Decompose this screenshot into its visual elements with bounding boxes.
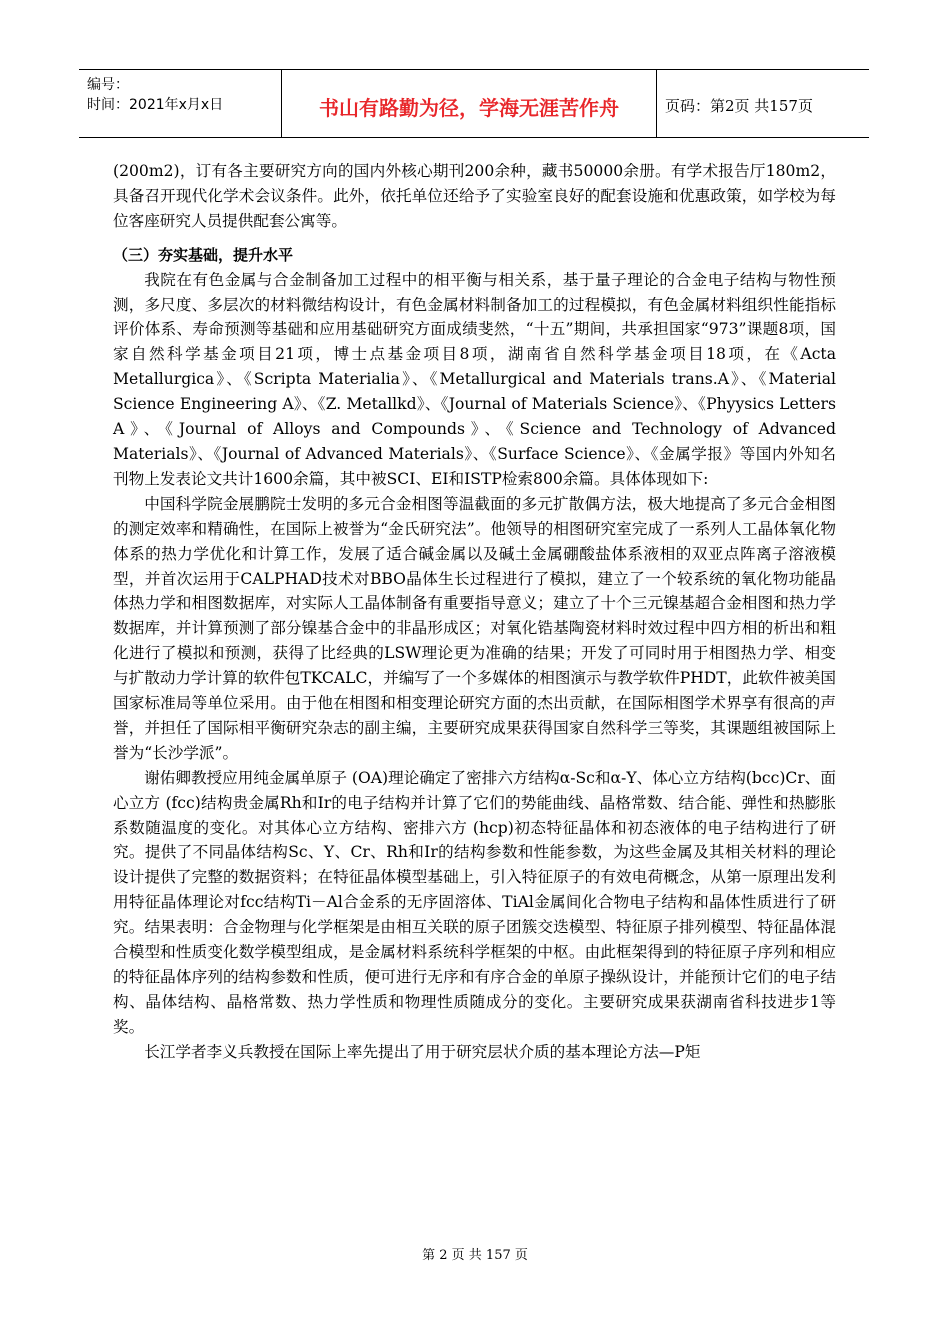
header-page-info: 页码：第2页 共157页 <box>665 97 813 115</box>
header-meta-cell <box>79 70 282 137</box>
document-number-label: 编号： <box>87 77 129 93</box>
header-motto-cell <box>282 70 657 137</box>
header-page-cell <box>657 70 869 137</box>
document-body <box>113 159 836 1065</box>
section-heading: （三）夯实基础，提升水平 <box>113 245 294 264</box>
paragraph-research-overview: 我院在有色金属与合金制备加工过程中的相平衡与相关系，基于量子理论的合金电子结构与物性预测，多尺度、多层次的材料微结构设计，有色金属材料制备加工的过程模拟，有色金属材料组织性能指标评价体系、寿命预测等基础和应用基础研究方面成绩斐然，“十五”期间，共承担国家“973”课题8项，国家自然科学基金项目21项，博士点基金项目8项，湖南省自然科学基金项目18项，在《Acta Metallurgica》、《Scripta Materialia》、《Metallurgical and Materials trans.A》、《Material Science Engineering A》、《Z. Metallkd》、《Journal of Materials Science》、《Phyysics Letters A》、《Journal of Alloys and Compounds》、《Science and Technology of Advanced Materials》、《Journal of Advanced Materials》、《Surface Science》、《金属学报》等国内外知名刊物上发表论文共计1600余篇，其中被SCI、EI和ISTP检索800余篇。具体体现如下: <box>113 270 836 488</box>
page-header <box>79 69 869 138</box>
paragraph-jin-zhanpeng: 中国科学院金展鹏院士发明的多元合金相图等温截面的多元扩散偶方法，极大地提高了多元合金相图的测定效率和精确性，在国际上被誉为“金氏研究法”。他领导的相图研究室完成了一系列人工晶体氧化物体系的热力学优化和计算工作，发展了适合碱金属以及碱土金属硼酸盐体系液相的双亚点阵离子溶液模型，并首次运用于CALPHAD技术对BBO晶体生长过程进行了模拟，建立了一个较系统的氧化物功能晶体热力学和相图数据库，对实际人工晶体制备有重要指导意义；建立了十个三元镍基超合金相图和热力学数据库，并计算预测了部分镍基合金中的非晶形成区；对氧化锆基陶瓷材料时效过程中四方相的析出和粗化进行了模拟和预测，获得了比经典的LSW理论更为准确的结果；开发了可同时用于相图热力学、相变与扩散动力学计算的软件包TKCALC，并编写了一个多媒体的相图演示与教学软件PHDT，此软件被美国国家标准局等单位采用。由于他在相图和相变理论研究方面的杰出贡献，在国际相图学术界享有很高的声誉，并担任了国际相平衡研究杂志的副主编，主要研究成果获得国家自然科学三等奖，其课题组被国际上誉为“长沙学派”。 <box>113 494 836 762</box>
page-footer: 第 2 页 共 157 页 <box>422 1248 528 1263</box>
paragraph-facilities: (200m2)，订有各主要研究方向的国内外核心期刊200余种，藏书50000余册。有学术报告厅180m2，具备召开现代化学术会议条件。此外，依托单位还给予了实验室良好的配套设施和优惠政策，如学校为每位客座研究人员提供配套公寓等。 <box>113 162 836 230</box>
paragraph-li-yibing: 长江学者李义兵教授在国际上率先提出了用于研究层状介质的基本理论方法—P矩 <box>144 1042 701 1061</box>
paragraph-xie-youqing: 谢佑卿教授应用纯金属单原子 (OA)理论确定了密排六方结构α-Sc和α-Y、体心立方结构(bcc)Cr、面心立方 (fcc)结构贵金属Rh和Ir的电子结构并计算了它们的势能曲线、晶格常数、结合能、弹性和热膨胀系数随温度的变化。对其体心立方结构、密排六方 (hcp)初态特征晶体和初态液体的电子结构进行了研究。提供了不同晶体结构Sc、Y、Cr、Rh和Ir的结构参数和性能参数，为这些金属及其相关材料的理论设计提供了完整的数据资料；在特征晶体模型基础上，引入特征原子的有效电荷概念，从第一原理出发利用特征晶体理论对fcc结构Ti－Al合金系的无序固溶体、TiAl金属间化合物电子结构和晶体性质进行了研究。结果表明：合金物理与化学框架是由相互关联的原子团簇交迭模型、特征原子排列模型、特征晶体混合模型和性质变化数学模型组成，是金属材料系统科学框架的中枢。由此框架得到的特征原子序列和相应的特征晶体序列的结构参数和性质，便可进行无序和有序合金的单原子操纵设计，并能预计它们的电子结构、晶体结构、晶格常数、热力学性质和物理性质随成分的变化。主要研究成果获湖南省科技进步1等奖。 <box>113 768 836 1036</box>
document-time-label: 时间：2021年x月x日 <box>87 97 224 113</box>
header-motto: 书山有路勤为径，学海无涯苦作舟 <box>319 96 619 120</box>
